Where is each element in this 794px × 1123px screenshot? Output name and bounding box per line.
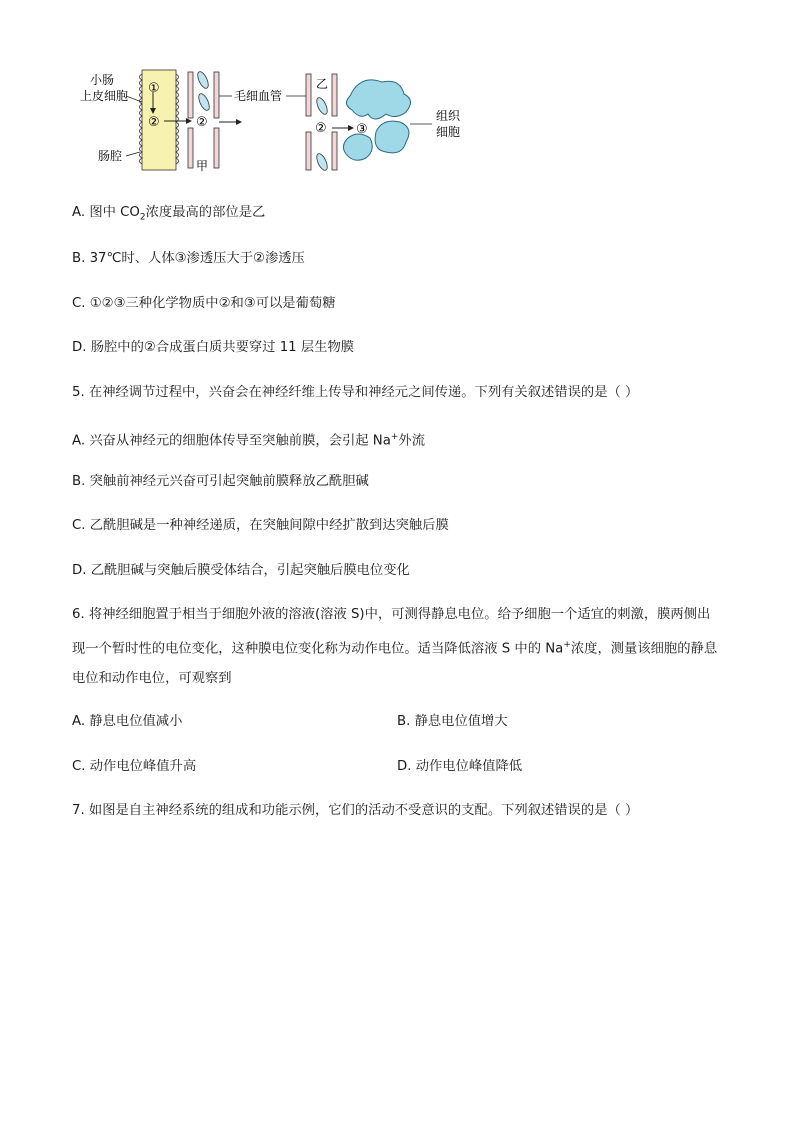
q4-option-a: A. 图中 $CO_2$浓度最高的部位是乙 — [72, 205, 266, 223]
q4-option-b: B. 37℃时、人体③渗透压大于②渗透压 — [72, 251, 305, 266]
svg-text:毛细血管: 毛细血管 — [234, 89, 283, 103]
svg-text:③: ③ — [356, 122, 368, 137]
svg-text:组织: 组织 — [436, 109, 461, 123]
svg-text:乙: 乙 — [316, 77, 329, 91]
svg-text:甲: 甲 — [196, 159, 209, 173]
q5-option-d: D. 乙酰胆碱与突触后膜受体结合，引起突触后膜电位变化 — [72, 563, 410, 578]
q6-option-c: C. 动作电位峰值升高 — [72, 759, 197, 774]
q5-option-b: B. 突触前神经元兴奋可引起突触前膜释放乙酰胆碱 — [72, 474, 369, 489]
svg-text:①: ① — [148, 81, 160, 96]
q6-option-a: A. 静息电位值减小 — [72, 714, 183, 729]
svg-text:②: ② — [315, 121, 327, 136]
q4-option-d: D. 肠腔中的②合成蛋白质共要穿过 11 层生物膜 — [72, 340, 355, 355]
q4-option-c: C. ①②③三种化学物质中②和③可以是葡萄糖 — [72, 296, 336, 311]
svg-text:肠腔: 肠腔 — [98, 149, 123, 163]
svg-text:小肠: 小肠 — [90, 73, 115, 87]
q6-stem: 6. 将神经细胞置于相当于细胞外液的溶液(溶液 S)中，可测得静息电位。给予细胞一个适宜的刺激，膜两侧出现一个暂时性的电位变化，这种膜电位变化称为动作电位。适当降低溶液 S 中的 Na+浓度，测量该细胞的静息电位和动作电位，可观察到 — [72, 607, 718, 687]
svg-text:②: ② — [148, 115, 160, 130]
intestine-capillary-diagram — [80, 66, 480, 178]
tissue-cells — [346, 80, 410, 119]
q6-option-d: D. 动作电位峰值降低 — [397, 759, 523, 774]
q7-stem: 7. 如图是自主神经系统的组成和功能示例，它们的活动不受意识的支配。下列叙述错误的是（ ） — [72, 803, 639, 818]
q5-stem: 5. 在神经调节过程中，兴奋会在神经纤维上传导和神经元之间传递。下列有关叙述错误的是（ ） — [72, 385, 639, 400]
svg-text:细胞: 细胞 — [436, 125, 461, 139]
q5-option-a: A. 兴奋从神经元的细胞体传导至突触前膜，会引起 Na+外流 — [72, 432, 426, 449]
svg-text:上皮细胞: 上皮细胞 — [80, 89, 129, 103]
q6-option-b: B. 静息电位值增大 — [397, 714, 508, 729]
svg-text:②: ② — [196, 115, 208, 130]
q5-option-c: C. 乙酰胆碱是一种神经递质，在突触间隙中经扩散到达突触后膜 — [72, 518, 449, 533]
